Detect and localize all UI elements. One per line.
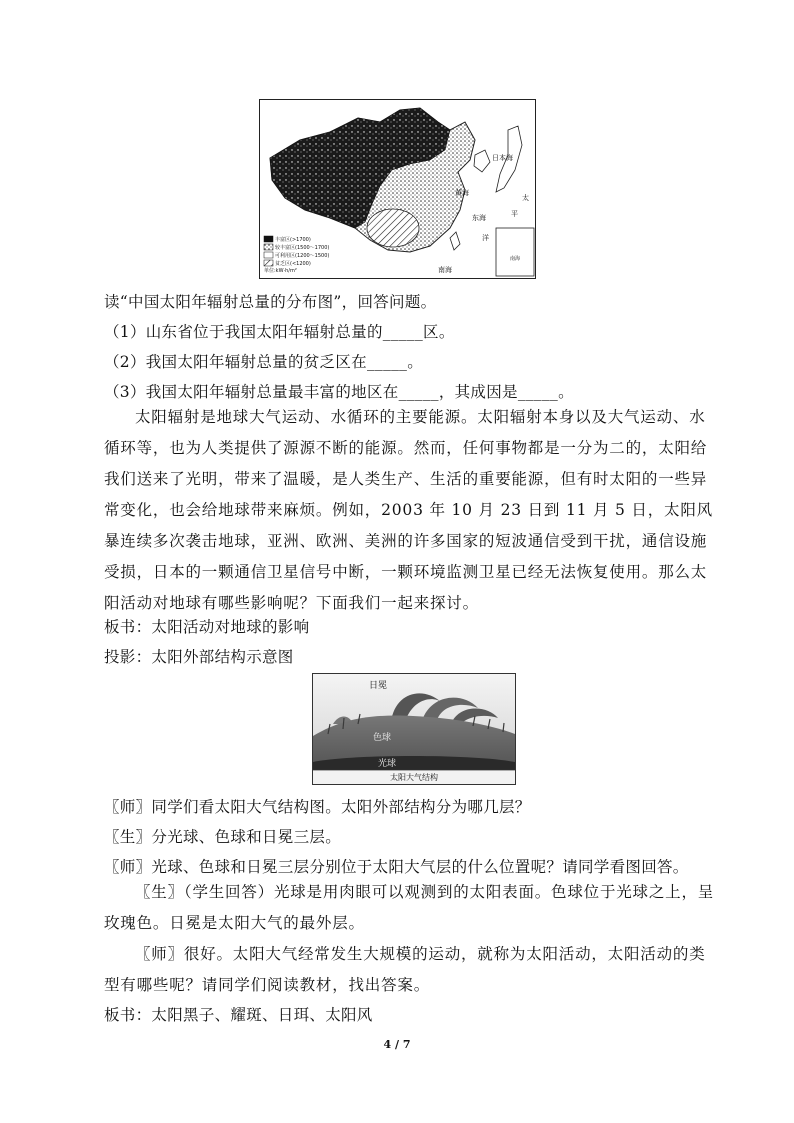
projection-note: 投影：太阳外部结构示意图: [104, 648, 294, 666]
board-note-2: 板书：太阳黑子、耀斑、日珥、太阳风: [104, 1006, 373, 1024]
dialogue-student-1: 〖生〗分光球、色球和日冕三层。: [104, 828, 342, 846]
label-corona: 日冕: [369, 681, 388, 691]
label-photosphere: 光球: [378, 759, 397, 769]
solar-radiation-map: [259, 99, 536, 279]
dialogue-teacher-2: 〖师〗光球、色球和日冕三层分别位于太阳大气层的什么位置呢？请同学看图回答。: [104, 858, 689, 876]
dialogue-student-2: 〖生〗（学生回答）光球是用肉眼可以观测到的太阳表面。色球位于光球之上，呈玫瑰色。日冕是太阳大气的最外层。: [104, 883, 715, 932]
label-pacific-2: 平: [511, 210, 518, 218]
legend-fairly-rich: 较丰富区(1500～1700): [275, 245, 330, 251]
label-east-sea: 东海: [472, 214, 486, 222]
legend-poor: 贫乏区(<1200): [275, 261, 311, 267]
figure-caption: 太阳大气结构: [390, 773, 438, 782]
label-inset-sea: 南海: [510, 256, 521, 262]
label-south-sea: 南海: [438, 266, 452, 274]
dialogue-teacher-3: 〖师〗很好。太阳大气经常发生大规模的运动，就称为太阳活动，太阳活动的类型有哪些呢？请同学们阅读教材，找出答案。: [104, 945, 706, 994]
page-number: 4 / 7: [383, 1038, 411, 1051]
question-1: （1）山东省位于我国太阳年辐射总量的_____区。: [104, 323, 455, 341]
label-pacific-1: 太: [522, 194, 529, 202]
legend-rich: 丰富区(>1700): [275, 237, 311, 243]
label-pacific-3: 洋: [482, 234, 489, 242]
dialogue-teacher-1: 〖师〗同学们看太阳大气结构图。太阳外部结构分为哪几层？: [104, 798, 531, 816]
legend-unit: 单位:kW·h/m²: [264, 268, 297, 274]
reading-instruction: 读“中国太阳年辐射总量的分布图”，回答问题。: [104, 293, 437, 311]
label-yellow-sea: 黄海: [455, 189, 469, 197]
question-3: （3）我国太阳年辐射总量最丰富的地区在_____，其成因是_____。: [104, 383, 574, 401]
label-japan-sea: 日本海: [492, 154, 513, 162]
label-chromosphere: 色球: [373, 733, 392, 743]
sun-atmosphere-figure: [312, 673, 516, 785]
intro-paragraph: 太阳辐射是地球大气运动、水循环的主要能源。太阳辐射本身以及大气运动、水循环等，也为人类提供了源源不断的能源。然而，任何事物都是一分为二的，太阳给我们送来了光明，带来了温暖，是人类生产、生活的重要能源，但有时太阳的一些异常变化，也会给地球带来麻烦。例如，2003 年 10 月 23 日到 11 月 5 日，太阳风暴连续多次袭击地球，亚洲、欧洲、美洲的许多国家的短波通信受到干扰，通信设施受损，日本的一颗通信卫星信号中断，一颗环境监测卫星已经无法恢复使用。那么太阳活动对地球有哪些影响呢？下面我们一起来探讨。: [104, 408, 713, 612]
question-2: （2）我国太阳年辐射总量的贫乏区在_____。: [104, 353, 424, 371]
legend-usable: 可利用区(1200～1500): [275, 253, 330, 259]
board-note-1: 板书：太阳活动对地球的影响: [104, 618, 310, 636]
